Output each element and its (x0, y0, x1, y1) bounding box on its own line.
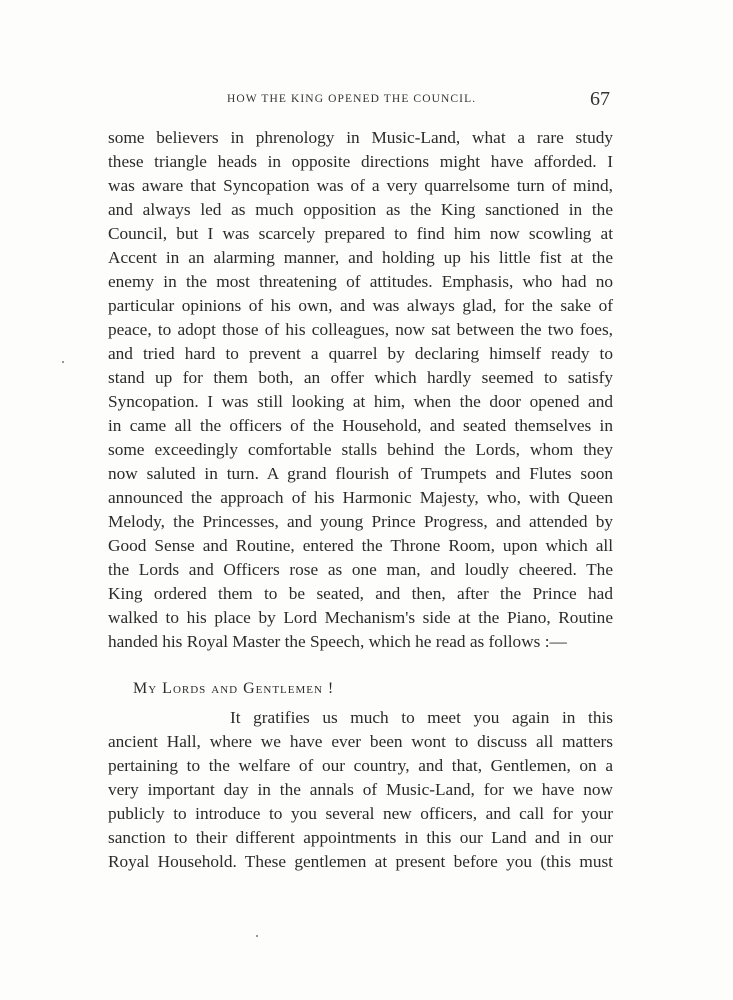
body-line: Melody, the Princesses, and young Prince Progress, and attended by (108, 512, 613, 531)
body-line: Syncopation. I was still looking at him, when the door opened and (108, 392, 613, 411)
body-line: announced the approach of his Harmonic Majesty, who, with Queen (108, 488, 613, 507)
body-line: handed his Royal Master the Speech, which he read as follows :— (108, 632, 567, 651)
speech-salutation: My Lords and Gentlemen ! (133, 680, 335, 697)
body-line: Council, but I was scarcely prepared to find him now scowling at (108, 224, 613, 243)
speech-line: very important day in the annals of Music-Land, for we have now (108, 780, 613, 799)
speech-line: It gratifies us much to meet you again in this (230, 708, 613, 727)
body-line: particular opinions of his own, and was always glad, for the sake of (108, 296, 613, 315)
speech-line: Royal Household. These gentlemen at present before you (this must (108, 852, 613, 871)
body-line: peace, to adopt those of his colleagues, now sat between the two foes, (108, 320, 613, 339)
body-line: Accent in an alarming manner, and holding up his little fist at the (108, 248, 613, 267)
body-line: these triangle heads in opposite directions might have afforded. I (108, 152, 613, 171)
running-head: HOW THE KING OPENED THE COUNCIL. (227, 93, 477, 105)
scan-speck (256, 935, 258, 937)
body-line: in came all the officers of the Household, and seated themselves in (108, 416, 613, 435)
body-line: and always led as much opposition as the King sanctioned in the (108, 200, 613, 219)
scan-speck (62, 361, 64, 363)
speech-line: ancient Hall, where we have ever been wont to discuss all matters (108, 732, 613, 751)
speech-line: pertaining to the welfare of our country, and that, Gentlemen, on a (108, 756, 613, 775)
body-line: King ordered them to be seated, and then, after the Prince had (108, 584, 613, 603)
body-line: was aware that Syncopation was of a very quarrelsome turn of mind, (108, 176, 613, 195)
body-line: some believers in phrenology in Music-Land, what a rare study (108, 128, 613, 147)
speech-line: publicly to introduce to you several new officers, and call for your (108, 804, 613, 823)
body-line: enemy in the most threatening of attitudes. Emphasis, who had no (108, 272, 613, 291)
body-line: walked to his place by Lord Mechanism's side at the Piano, Routine (108, 608, 613, 627)
body-line: now saluted in turn. A grand flourish of Trumpets and Flutes soon (108, 464, 613, 483)
body-line: and tried hard to prevent a quarrel by declaring himself ready to (108, 344, 613, 363)
page-number: 67 (590, 88, 610, 110)
body-line: Good Sense and Routine, entered the Throne Room, upon which all (108, 536, 613, 555)
body-line: some exceedingly comfortable stalls behind the Lords, whom they (108, 440, 613, 459)
speech-line: sanction to their different appointments in this our Land and in our (108, 828, 613, 847)
body-line: the Lords and Officers rose as one man, and loudly cheered. The (108, 560, 613, 579)
body-line: stand up for them both, an offer which hardly seemed to satisfy (108, 368, 613, 387)
